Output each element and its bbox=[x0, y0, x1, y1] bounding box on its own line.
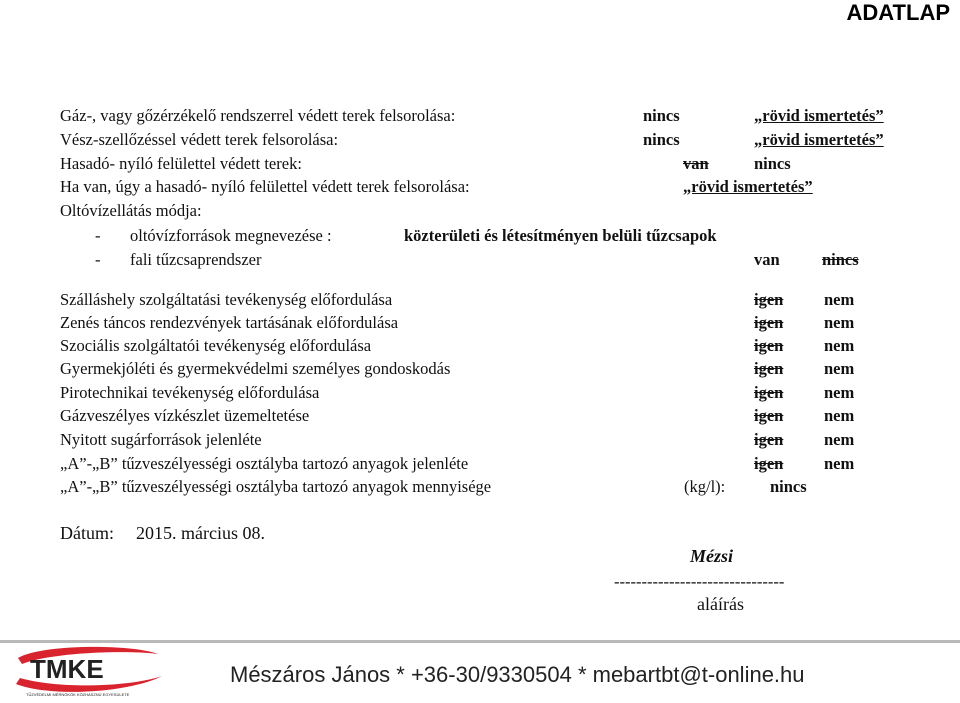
yes-option: igen bbox=[754, 359, 784, 378]
row-label: Pirotechnikai tevékenység előfordulása bbox=[60, 383, 320, 402]
row-label: Gázveszélyes vízkészlet üzemeltetése bbox=[60, 406, 310, 425]
yes-option: igen bbox=[754, 336, 784, 355]
row-label: Gáz-, vagy gőzérzékelő rendszerrel védett terek felsorolása: bbox=[60, 106, 456, 125]
row-label: fali tűzcsaprendszer bbox=[130, 250, 262, 269]
tmke-logo-graphic bbox=[12, 646, 172, 698]
row-value: nincs bbox=[643, 130, 680, 149]
row-value: nincs bbox=[643, 106, 680, 125]
yes-option: igen bbox=[754, 383, 784, 402]
footer-contact: Mészáros János * +36-30/9330504 * mebartbt@t-online.hu bbox=[230, 662, 805, 687]
row-label: Hasadó- nyíló felülettel védett terek: bbox=[60, 154, 302, 173]
row-label: „A”-„B” tűzveszélyességi osztályba tartozó anyagok jelenléte bbox=[60, 454, 469, 473]
row-value: van bbox=[683, 154, 709, 173]
row-value: nincs bbox=[822, 250, 859, 269]
row-value: van bbox=[754, 250, 780, 269]
yes-option: igen bbox=[754, 430, 784, 449]
no-option: nem bbox=[824, 406, 855, 425]
row-label: „A”-„B” tűzveszélyességi osztályba tartozó anyagok mennyisége bbox=[60, 477, 492, 496]
list-dash: - bbox=[95, 226, 101, 245]
row-label: Szálláshely szolgáltatási tevékenység előfordulása bbox=[60, 290, 393, 309]
yes-option: igen bbox=[754, 313, 784, 332]
no-option: nem bbox=[824, 454, 855, 473]
row-label: Vész-szellőzéssel védett terek felsorolása: bbox=[60, 130, 339, 149]
tmke-logo bbox=[12, 646, 172, 698]
no-option: nem bbox=[824, 290, 855, 309]
row-value: „rövid ismertetés” bbox=[683, 177, 813, 196]
row-value: „rövid ismertetés” bbox=[754, 106, 884, 125]
row-label: oltóvízforrások megnevezése : bbox=[130, 226, 332, 245]
no-option: nem bbox=[824, 359, 855, 378]
row-label: Ha van, úgy a hasadó- nyíló felülettel védett terek felsorolása: bbox=[60, 177, 470, 196]
row-value: közterületi és létesítményen belüli tűzcsapok bbox=[404, 226, 717, 245]
signature-label: aláírás bbox=[697, 594, 744, 614]
no-option: nem bbox=[824, 383, 855, 402]
yes-option: igen bbox=[754, 290, 784, 309]
row-label: Zenés táncos rendezvények tartásának előfordulása bbox=[60, 313, 399, 332]
row-label: Gyermekjóléti és gyermekvédelmi személyes gondoskodás bbox=[60, 359, 451, 378]
row-label: Szociális szolgáltatói tevékenység előfordulása bbox=[60, 336, 372, 355]
signature: Mézsi bbox=[690, 546, 734, 566]
yes-option: igen bbox=[754, 454, 784, 473]
row-value: nincs bbox=[770, 477, 807, 496]
signature-line: ------------------------------- bbox=[614, 572, 785, 591]
no-option: nem bbox=[824, 313, 855, 332]
yes-option: igen bbox=[754, 406, 784, 425]
footer-divider bbox=[0, 640, 960, 643]
row-value: nincs bbox=[754, 154, 791, 173]
logo-subtext: TŰZVÉDELMI MÉRNÖKÖK KÖZHASZNÚ EGYESÜLETE bbox=[26, 692, 130, 697]
unit-label: (kg/l): bbox=[684, 477, 726, 496]
row-value: „rövid ismertetés” bbox=[754, 130, 884, 149]
no-option: nem bbox=[824, 336, 855, 355]
section-heading: Oltóvízellátás módja: bbox=[60, 201, 202, 220]
list-dash: - bbox=[95, 250, 101, 269]
date-value: 2015. március 08. bbox=[136, 523, 265, 543]
page-title: ADATLAP bbox=[846, 0, 950, 25]
date-label: Dátum: bbox=[60, 523, 114, 543]
no-option: nem bbox=[824, 430, 855, 449]
logo-text: TMKE bbox=[30, 654, 104, 684]
row-label: Nyitott sugárforrások jelenléte bbox=[60, 430, 262, 449]
